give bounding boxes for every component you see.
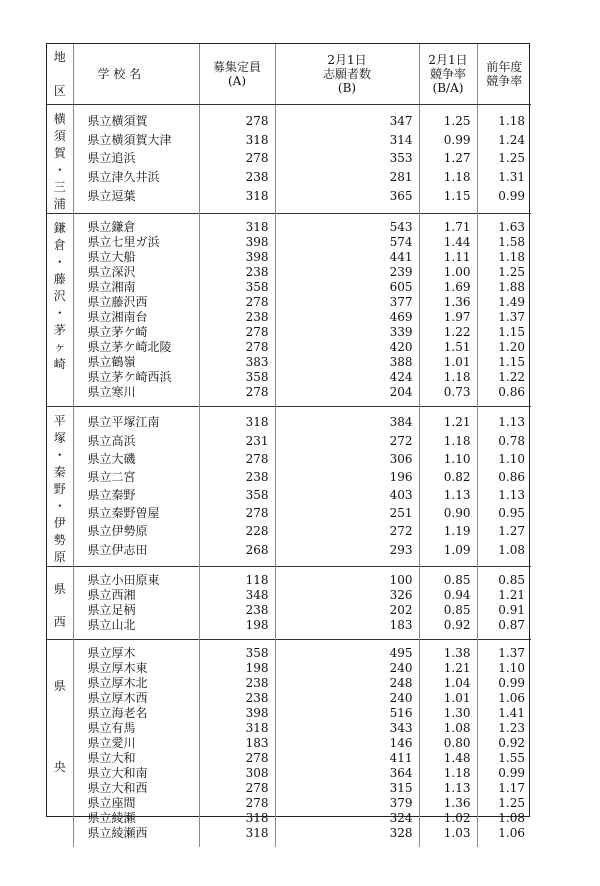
school-name: 県立大磯: [73, 450, 199, 468]
table-row: [47, 385, 531, 407]
ratio-cell: 1.18: [419, 168, 477, 187]
region-char: ヶ: [53, 340, 66, 354]
school-name: 県立横須賀: [73, 105, 199, 132]
school-name: 県立七里ガ浜: [73, 235, 199, 250]
table-row: [47, 781, 531, 796]
school-name: 県立二宮: [73, 468, 199, 486]
region-char: 沢: [53, 289, 66, 303]
ratio-cell: 0.85: [419, 603, 477, 618]
prev-ratio-cell: 0.87: [477, 618, 531, 640]
applicants-cell: 251: [275, 504, 419, 522]
capacity-cell: 278: [199, 340, 275, 355]
school-name: 県立横須賀大津: [73, 131, 199, 150]
prev-ratio-cell: 1.10: [477, 661, 531, 676]
ratio-cell: 0.85: [419, 567, 477, 589]
applicants-cell: 328: [275, 826, 419, 847]
school-name: 県立座間: [73, 796, 199, 811]
prev-ratio-cell: 1.18: [477, 105, 531, 132]
ratio-cell: 1.48: [419, 751, 477, 766]
header-prev-ratio: 前年度 競争率: [477, 44, 531, 105]
region-char: 横: [53, 112, 66, 126]
table-row: [47, 131, 531, 150]
capacity-cell: 231: [199, 432, 275, 450]
prev-ratio-cell: 0.95: [477, 504, 531, 522]
applicants-cell: 315: [275, 781, 419, 796]
ratio-cell: 1.11: [419, 250, 477, 265]
ratio-cell: 1.13: [419, 781, 477, 796]
ratio-cell: 1.36: [419, 796, 477, 811]
prev-ratio-cell: 1.13: [477, 486, 531, 504]
table-row: [47, 567, 531, 589]
ratio-cell: 1.15: [419, 187, 477, 214]
applicants-cell: 281: [275, 168, 419, 187]
table-row: [47, 640, 531, 662]
school-name: 県立湘南: [73, 280, 199, 295]
prev-ratio-cell: 1.31: [477, 168, 531, 187]
school-name: 県立津久井浜: [73, 168, 199, 187]
school-name: 県立秦野: [73, 486, 199, 504]
admissions-table-frame: [46, 43, 530, 840]
prev-ratio-cell: 1.24: [477, 131, 531, 150]
table-row: [47, 706, 531, 721]
applicants-cell: 343: [275, 721, 419, 736]
ratio-cell: 1.69: [419, 280, 477, 295]
capacity-cell: 278: [199, 504, 275, 522]
applicants-cell: 293: [275, 541, 419, 567]
school-name: 県立綾瀬西: [73, 826, 199, 847]
school-name: 県立藤沢西: [73, 295, 199, 310]
table-row: [47, 295, 531, 310]
ratio-cell: 1.01: [419, 691, 477, 706]
table-row: [47, 310, 531, 325]
capacity-cell: 398: [199, 706, 275, 721]
applicants-cell: 469: [275, 310, 419, 325]
header-applicants: 2月1日 志願者数 (B): [275, 44, 419, 105]
capacity-cell: 278: [199, 385, 275, 407]
ratio-cell: 1.09: [419, 541, 477, 567]
prev-ratio-cell: 1.25: [477, 150, 531, 169]
prev-ratio-cell: 1.06: [477, 826, 531, 847]
ratio-cell: 0.73: [419, 385, 477, 407]
table-row: [47, 355, 531, 370]
table-row: [47, 721, 531, 736]
capacity-cell: 398: [199, 250, 275, 265]
ratio-cell: 1.21: [419, 407, 477, 433]
capacity-cell: 198: [199, 618, 275, 640]
school-name: 県立湘南台: [73, 310, 199, 325]
school-name: 県立大船: [73, 250, 199, 265]
table-row: [47, 432, 531, 450]
header-row: [47, 44, 531, 105]
ratio-cell: 1.13: [419, 486, 477, 504]
applicants-cell: 388: [275, 355, 419, 370]
table-row: [47, 811, 531, 826]
table-row: [47, 796, 531, 811]
prev-ratio-cell: 1.41: [477, 706, 531, 721]
capacity-cell: 238: [199, 168, 275, 187]
region-char: ・: [53, 163, 66, 177]
ratio-cell: 1.08: [419, 721, 477, 736]
region-char: 勢: [53, 533, 66, 547]
region-char: 藤: [53, 272, 66, 286]
table-row: [47, 736, 531, 751]
region-char: 崎: [53, 357, 66, 371]
capacity-cell: 278: [199, 751, 275, 766]
capacity-cell: 278: [199, 450, 275, 468]
region-char: ・: [53, 306, 66, 320]
table-row: [47, 214, 531, 236]
header-school: 学 校 名: [73, 44, 199, 105]
prev-ratio-cell: 1.21: [477, 588, 531, 603]
school-name: 県立茅ケ崎北陵: [73, 340, 199, 355]
ratio-cell: 1.19: [419, 523, 477, 541]
ratio-cell: 1.00: [419, 265, 477, 280]
region-char: 塚: [53, 431, 66, 445]
capacity-cell: 278: [199, 295, 275, 310]
capacity-cell: 398: [199, 235, 275, 250]
ratio-cell: 1.02: [419, 811, 477, 826]
applicants-cell: 353: [275, 150, 419, 169]
region-char: 県: [53, 679, 66, 693]
ratio-cell: 0.82: [419, 468, 477, 486]
table-row: [47, 325, 531, 340]
school-name: 県立海老名: [73, 706, 199, 721]
region-char: 浦: [53, 197, 66, 211]
table-row: [47, 105, 531, 132]
table-row: [47, 504, 531, 522]
region-char: 須: [53, 129, 66, 143]
region-char: 伊: [53, 516, 66, 530]
applicants-cell: 196: [275, 468, 419, 486]
capacity-cell: 238: [199, 310, 275, 325]
applicants-cell: 272: [275, 523, 419, 541]
school-name: 県立茅ケ崎西浜: [73, 370, 199, 385]
capacity-cell: 118: [199, 567, 275, 589]
region-char: 央: [53, 760, 66, 774]
capacity-cell: 183: [199, 736, 275, 751]
table-row: [47, 486, 531, 504]
capacity-cell: 318: [199, 826, 275, 847]
school-name: 県立大和: [73, 751, 199, 766]
capacity-cell: 318: [199, 407, 275, 433]
region-char: 鎌: [53, 221, 66, 235]
capacity-cell: 238: [199, 603, 275, 618]
school-name: 県立愛川: [73, 736, 199, 751]
capacity-cell: 278: [199, 150, 275, 169]
table-row: [47, 691, 531, 706]
header-capacity: 募集定員 (A): [199, 44, 275, 105]
prev-ratio-cell: 0.86: [477, 385, 531, 407]
prev-ratio-cell: 1.55: [477, 751, 531, 766]
region-cell: [47, 214, 73, 407]
applicants-cell: 339: [275, 325, 419, 340]
school-name: 県立鎌倉: [73, 214, 199, 236]
school-name: 県立厚木北: [73, 676, 199, 691]
region-char: ・: [53, 255, 66, 269]
ratio-cell: 1.27: [419, 150, 477, 169]
region-char: 秦: [53, 465, 66, 479]
table-row: [47, 340, 531, 355]
table-row: [47, 450, 531, 468]
table-row: [47, 370, 531, 385]
school-name: 県立厚木東: [73, 661, 199, 676]
prev-ratio-cell: 1.13: [477, 407, 531, 433]
prev-ratio-cell: 1.15: [477, 325, 531, 340]
table-row: [47, 250, 531, 265]
table-row: [47, 187, 531, 214]
capacity-cell: 238: [199, 468, 275, 486]
prev-ratio-cell: 0.99: [477, 187, 531, 214]
capacity-cell: 318: [199, 214, 275, 236]
region-char: 野: [53, 482, 66, 496]
school-name: 県立西湘: [73, 588, 199, 603]
table-row: [47, 603, 531, 618]
capacity-cell: 278: [199, 325, 275, 340]
applicants-cell: 384: [275, 407, 419, 433]
region-char: ・: [53, 448, 66, 462]
prev-ratio-cell: 1.15: [477, 355, 531, 370]
prev-ratio-cell: 1.08: [477, 811, 531, 826]
table-row: [47, 235, 531, 250]
ratio-cell: 1.38: [419, 640, 477, 662]
applicants-cell: 364: [275, 766, 419, 781]
ratio-cell: 0.99: [419, 131, 477, 150]
applicants-cell: 239: [275, 265, 419, 280]
table-row: [47, 826, 531, 847]
table-row: [47, 661, 531, 676]
school-name: 県立厚木: [73, 640, 199, 662]
school-name: 県立山北: [73, 618, 199, 640]
region-char: 西: [53, 615, 66, 629]
school-name: 県立小田原東: [73, 567, 199, 589]
prev-ratio-cell: 0.86: [477, 468, 531, 486]
school-name: 県立大和南: [73, 766, 199, 781]
prev-ratio-cell: 1.25: [477, 796, 531, 811]
table-row: [47, 468, 531, 486]
region-char: 県: [53, 582, 66, 596]
ratio-cell: 0.94: [419, 588, 477, 603]
applicants-cell: 204: [275, 385, 419, 407]
capacity-cell: 238: [199, 676, 275, 691]
prev-ratio-cell: 1.49: [477, 295, 531, 310]
table-body: [47, 105, 531, 848]
prev-ratio-cell: 1.10: [477, 450, 531, 468]
applicants-cell: 146: [275, 736, 419, 751]
capacity-cell: 358: [199, 280, 275, 295]
prev-ratio-cell: 0.85: [477, 567, 531, 589]
header-ratio: 2月1日 競争率 (B/A): [419, 44, 477, 105]
applicants-cell: 379: [275, 796, 419, 811]
applicants-cell: 365: [275, 187, 419, 214]
table-row: [47, 766, 531, 781]
prev-ratio-cell: 0.92: [477, 736, 531, 751]
prev-ratio-cell: 0.99: [477, 676, 531, 691]
header-region: 地 区: [47, 44, 73, 105]
applicants-cell: 605: [275, 280, 419, 295]
school-name: 県立寒川: [73, 385, 199, 407]
capacity-cell: 358: [199, 640, 275, 662]
prev-ratio-cell: 1.08: [477, 541, 531, 567]
capacity-cell: 238: [199, 691, 275, 706]
ratio-cell: 1.10: [419, 450, 477, 468]
ratio-cell: 1.22: [419, 325, 477, 340]
capacity-cell: 358: [199, 486, 275, 504]
ratio-cell: 1.25: [419, 105, 477, 132]
capacity-cell: 278: [199, 105, 275, 132]
applicants-cell: 411: [275, 751, 419, 766]
ratio-cell: 1.01: [419, 355, 477, 370]
capacity-cell: 318: [199, 187, 275, 214]
applicants-cell: 202: [275, 603, 419, 618]
prev-ratio-cell: 1.63: [477, 214, 531, 236]
table-row: [47, 541, 531, 567]
region-char: ・: [53, 499, 66, 513]
prev-ratio-cell: 1.27: [477, 523, 531, 541]
prev-ratio-cell: 1.17: [477, 781, 531, 796]
ratio-cell: 1.21: [419, 661, 477, 676]
ratio-cell: 0.90: [419, 504, 477, 522]
region-cell: [47, 105, 73, 214]
applicants-cell: 424: [275, 370, 419, 385]
ratio-cell: 1.18: [419, 370, 477, 385]
ratio-cell: 1.03: [419, 826, 477, 847]
admissions-table: [47, 44, 531, 847]
capacity-cell: 348: [199, 588, 275, 603]
table-row: [47, 751, 531, 766]
region-cell: [47, 407, 73, 567]
ratio-cell: 1.36: [419, 295, 477, 310]
region-char: 倉: [53, 238, 66, 252]
ratio-cell: 1.71: [419, 214, 477, 236]
table-row: [47, 407, 531, 433]
table-row: [47, 618, 531, 640]
ratio-cell: 1.44: [419, 235, 477, 250]
capacity-cell: 318: [199, 721, 275, 736]
ratio-cell: 0.92: [419, 618, 477, 640]
school-name: 県立追浜: [73, 150, 199, 169]
prev-ratio-cell: 1.58: [477, 235, 531, 250]
applicants-cell: 183: [275, 618, 419, 640]
region-cell: [47, 567, 73, 640]
applicants-cell: 240: [275, 691, 419, 706]
school-name: 県立伊志田: [73, 541, 199, 567]
applicants-cell: 272: [275, 432, 419, 450]
ratio-cell: 1.97: [419, 310, 477, 325]
school-name: 県立茅ケ崎: [73, 325, 199, 340]
prev-ratio-cell: 0.99: [477, 766, 531, 781]
region-char: 平: [53, 414, 66, 428]
table-row: [47, 168, 531, 187]
school-name: 県立厚木西: [73, 691, 199, 706]
applicants-cell: 324: [275, 811, 419, 826]
capacity-cell: 308: [199, 766, 275, 781]
table-row: [47, 280, 531, 295]
table-row: [47, 150, 531, 169]
capacity-cell: 318: [199, 131, 275, 150]
ratio-cell: 1.18: [419, 432, 477, 450]
ratio-cell: 1.18: [419, 766, 477, 781]
prev-ratio-cell: 1.25: [477, 265, 531, 280]
ratio-cell: 1.30: [419, 706, 477, 721]
prev-ratio-cell: 1.37: [477, 310, 531, 325]
capacity-cell: 358: [199, 370, 275, 385]
applicants-cell: 314: [275, 131, 419, 150]
school-name: 県立秦野曽屋: [73, 504, 199, 522]
school-name: 県立平塚江南: [73, 407, 199, 433]
region-char: 原: [53, 550, 66, 564]
ratio-cell: 1.51: [419, 340, 477, 355]
capacity-cell: 278: [199, 781, 275, 796]
region-char: 三: [53, 180, 66, 194]
school-name: 県立伊勢原: [73, 523, 199, 541]
ratio-cell: 0.80: [419, 736, 477, 751]
prev-ratio-cell: 0.91: [477, 603, 531, 618]
prev-ratio-cell: 1.06: [477, 691, 531, 706]
applicants-cell: 347: [275, 105, 419, 132]
school-name: 県立逗葉: [73, 187, 199, 214]
school-name: 県立深沢: [73, 265, 199, 280]
applicants-cell: 403: [275, 486, 419, 504]
applicants-cell: 377: [275, 295, 419, 310]
applicants-cell: 441: [275, 250, 419, 265]
table-row: [47, 265, 531, 280]
capacity-cell: 268: [199, 541, 275, 567]
applicants-cell: 574: [275, 235, 419, 250]
table-row: [47, 588, 531, 603]
region-char: 賀: [53, 146, 66, 160]
applicants-cell: 100: [275, 567, 419, 589]
prev-ratio-cell: 0.78: [477, 432, 531, 450]
applicants-cell: 516: [275, 706, 419, 721]
applicants-cell: 495: [275, 640, 419, 662]
school-name: 県立高浜: [73, 432, 199, 450]
prev-ratio-cell: 1.20: [477, 340, 531, 355]
prev-ratio-cell: 1.88: [477, 280, 531, 295]
school-name: 県立鶴嶺: [73, 355, 199, 370]
prev-ratio-cell: 1.37: [477, 640, 531, 662]
applicants-cell: 306: [275, 450, 419, 468]
school-name: 県立有馬: [73, 721, 199, 736]
school-name: 県立大和西: [73, 781, 199, 796]
applicants-cell: 240: [275, 661, 419, 676]
region-char: 茅: [53, 323, 66, 337]
prev-ratio-cell: 1.18: [477, 250, 531, 265]
applicants-cell: 326: [275, 588, 419, 603]
table-row: [47, 676, 531, 691]
table-row: [47, 523, 531, 541]
applicants-cell: 420: [275, 340, 419, 355]
capacity-cell: 198: [199, 661, 275, 676]
applicants-cell: 248: [275, 676, 419, 691]
applicants-cell: 543: [275, 214, 419, 236]
capacity-cell: 278: [199, 796, 275, 811]
capacity-cell: 383: [199, 355, 275, 370]
ratio-cell: 1.04: [419, 676, 477, 691]
region-cell: [47, 640, 73, 848]
school-name: 県立綾瀬: [73, 811, 199, 826]
capacity-cell: 318: [199, 811, 275, 826]
capacity-cell: 238: [199, 265, 275, 280]
prev-ratio-cell: 1.22: [477, 370, 531, 385]
capacity-cell: 228: [199, 523, 275, 541]
prev-ratio-cell: 1.23: [477, 721, 531, 736]
school-name: 県立足柄: [73, 603, 199, 618]
